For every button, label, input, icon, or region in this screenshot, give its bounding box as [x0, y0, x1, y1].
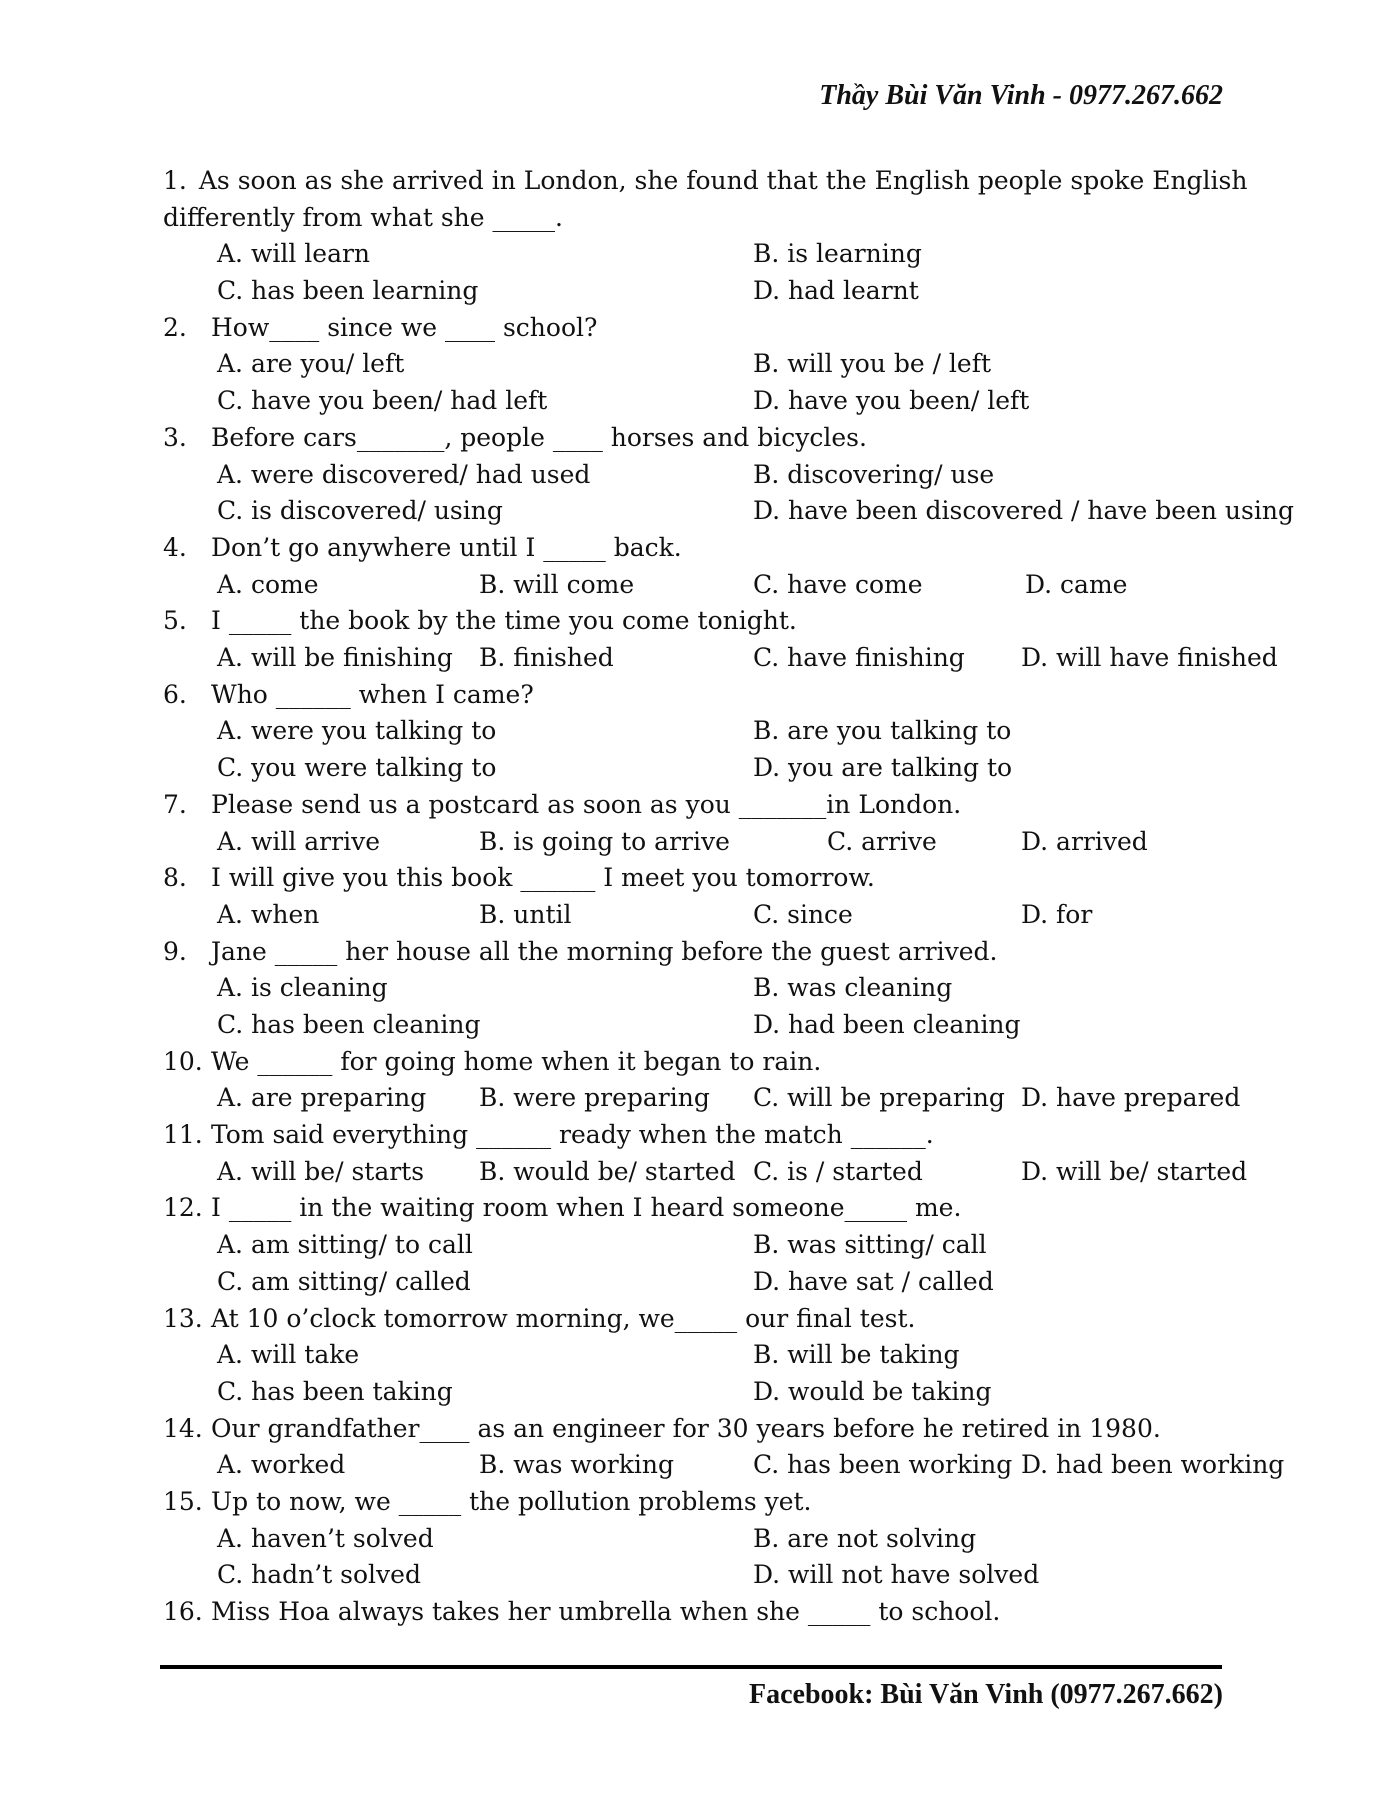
question-8	[163, 860, 1283, 933]
option-b[interactable]: B. are you talking to	[753, 716, 1012, 746]
option-a[interactable]: A. were you talking to	[217, 716, 497, 746]
option-d[interactable]: D. have sat / called	[753, 1266, 994, 1296]
question-number: 1.	[163, 166, 187, 195]
question-6	[163, 677, 1283, 787]
question-stem: Jane _____ her house all the morning before the guest arrived.	[211, 936, 998, 966]
option-d[interactable]: D. had been working	[1021, 1450, 1285, 1480]
option-d[interactable]: D. you are talking to	[753, 753, 1013, 783]
question-number: 15.	[163, 1486, 203, 1516]
option-c[interactable]: C. has been cleaning	[217, 1009, 481, 1039]
question-number: 4.	[163, 532, 187, 562]
question-stem: Up to now, we _____ the pollution problems yet.	[211, 1486, 812, 1516]
question-2	[163, 310, 1283, 420]
question-16	[163, 1594, 1283, 1631]
option-c[interactable]: C. is discovered/ using	[217, 496, 503, 526]
question-stem: Please send us a postcard as soon as you _______in London.	[211, 789, 962, 819]
option-d[interactable]: D. would be taking	[753, 1376, 992, 1406]
option-a[interactable]: A. will arrive	[217, 826, 381, 856]
option-c[interactable]: C. has been working	[753, 1450, 1013, 1480]
option-c[interactable]: C. arrive	[827, 826, 937, 856]
question-number: 7.	[163, 789, 187, 819]
question-stem: Miss Hoa always takes her umbrella when she _____ to school.	[211, 1597, 1001, 1627]
footer-divider	[160, 1665, 1222, 1669]
option-d[interactable]: D. will not have solved	[753, 1560, 1040, 1590]
question-number: 6.	[163, 679, 187, 709]
option-d[interactable]: D. for	[1021, 899, 1093, 929]
option-d[interactable]: D. came	[1025, 569, 1128, 599]
question-12	[163, 1190, 1283, 1300]
question-stem: I will give you this book ______ I meet you tomorrow.	[211, 863, 875, 893]
option-b[interactable]: B. is learning	[753, 239, 922, 269]
option-d[interactable]: D. have been discovered / have been using	[753, 496, 1294, 526]
option-d[interactable]: D. have prepared	[1021, 1083, 1241, 1113]
question-stem: Tom said everything ______ ready when the match ______.	[211, 1120, 934, 1150]
option-b[interactable]: B. are not solving	[753, 1523, 977, 1553]
question-number: 12.	[163, 1193, 203, 1223]
question-number: 2.	[163, 312, 187, 342]
question-stem: Before cars_______, people ____ horses and bicycles.	[211, 422, 867, 452]
question-number: 16.	[163, 1597, 203, 1627]
option-b[interactable]: B. until	[479, 899, 572, 929]
footer-facebook: Facebook: Bùi Văn Vinh (0977.267.662)	[749, 1679, 1223, 1710]
option-d[interactable]: D. will be/ started	[1021, 1156, 1248, 1186]
option-c[interactable]: C. have you been/ had left	[217, 386, 548, 416]
option-b[interactable]: B. was cleaning	[753, 973, 953, 1003]
option-a[interactable]: A. worked	[217, 1450, 346, 1480]
option-d[interactable]: D. will have finished	[1021, 643, 1278, 673]
option-a[interactable]: A. is cleaning	[217, 973, 388, 1003]
option-a[interactable]: A. will learn	[217, 239, 371, 269]
option-c[interactable]: C. is / started	[753, 1156, 923, 1186]
question-number: 11.	[163, 1120, 203, 1150]
option-a[interactable]: A. haven’t solved	[217, 1523, 434, 1553]
option-a[interactable]: A. come	[217, 569, 319, 599]
question-stem: Don’t go anywhere until I _____ back.	[211, 532, 682, 562]
question-number: 3.	[163, 422, 187, 452]
question-9	[163, 934, 1283, 1044]
question-15	[163, 1484, 1283, 1594]
option-b[interactable]: B. will be taking	[753, 1340, 960, 1370]
question-stem: I _____ in the waiting room when I heard someone_____ me.	[211, 1193, 962, 1223]
option-b[interactable]: B. discovering/ use	[753, 459, 995, 489]
option-a[interactable]: A. when	[217, 899, 320, 929]
question-3	[163, 420, 1294, 530]
question-11	[163, 1117, 1283, 1190]
question-stem: Our grandfather____ as an engineer for 30 years before he retired in 1980.	[211, 1413, 1161, 1443]
option-a[interactable]: A. were discovered/ had used	[217, 459, 591, 489]
option-b[interactable]: B. were preparing	[479, 1083, 710, 1113]
option-a[interactable]: A. are preparing	[217, 1083, 427, 1113]
header-author-phone: Thầy Bùi Văn Vinh - 0977.267.662	[819, 80, 1223, 111]
option-a[interactable]: A. am sitting/ to call	[217, 1230, 473, 1260]
question-number: 8.	[163, 863, 187, 893]
question-5	[163, 603, 1283, 676]
option-c[interactable]: C. will be preparing	[753, 1083, 1005, 1113]
question-10	[163, 1044, 1283, 1117]
option-b[interactable]: B. was sitting/ call	[753, 1230, 987, 1260]
option-d[interactable]: D. had been cleaning	[753, 1009, 1021, 1039]
option-c[interactable]: C. since	[753, 899, 853, 929]
option-b[interactable]: B. will come	[479, 569, 635, 599]
question-stem: I _____ the book by the time you come tonight.	[211, 606, 797, 636]
question-stem: We ______ for going home when it began to rain.	[211, 1046, 822, 1076]
question-stem: As soon as she arrived in London, she found that the English people spoke English differently from what she _____.	[163, 166, 1248, 232]
option-a[interactable]: A. will take	[217, 1340, 360, 1370]
option-c[interactable]: C. am sitting/ called	[217, 1266, 471, 1296]
option-c[interactable]: C. has been learning	[217, 276, 479, 306]
option-a[interactable]: A. will be finishing	[217, 643, 453, 673]
question-stem: How____ since we ____ school?	[211, 312, 598, 342]
question-14	[163, 1411, 1283, 1484]
question-13	[163, 1301, 1283, 1411]
question-1	[163, 163, 1283, 310]
question-stem: Who ______ when I came?	[211, 679, 534, 709]
question-stem: At 10 o’clock tomorrow morning, we_____ our final test.	[211, 1303, 916, 1333]
option-a[interactable]: A. will be/ starts	[217, 1156, 425, 1186]
option-c[interactable]: C. you were talking to	[217, 753, 497, 783]
option-b[interactable]: B. is going to arrive	[479, 826, 730, 856]
option-b[interactable]: B. would be/ started	[479, 1156, 736, 1186]
option-c[interactable]: C. have come	[753, 569, 923, 599]
option-d[interactable]: D. have you been/ left	[753, 386, 1030, 416]
option-c[interactable]: C. has been taking	[217, 1376, 453, 1406]
question-7	[163, 787, 1283, 860]
option-d[interactable]: D. arrived	[1021, 826, 1148, 856]
question-list	[163, 163, 1294, 1631]
option-c[interactable]: C. hadn’t solved	[217, 1560, 421, 1590]
question-number: 5.	[163, 606, 187, 636]
question-number: 9.	[163, 936, 187, 966]
question-4	[163, 530, 1283, 603]
option-b[interactable]: B. finished	[479, 643, 614, 673]
question-number: 10.	[163, 1046, 203, 1076]
option-b[interactable]: B. will you be / left	[753, 349, 992, 379]
option-b[interactable]: B. was working	[479, 1450, 674, 1480]
option-c[interactable]: C. have finishing	[753, 643, 965, 673]
question-number: 13.	[163, 1303, 203, 1333]
question-number: 14.	[163, 1413, 203, 1443]
option-a[interactable]: A. are you/ left	[217, 349, 405, 379]
option-d[interactable]: D. had learnt	[753, 276, 919, 306]
